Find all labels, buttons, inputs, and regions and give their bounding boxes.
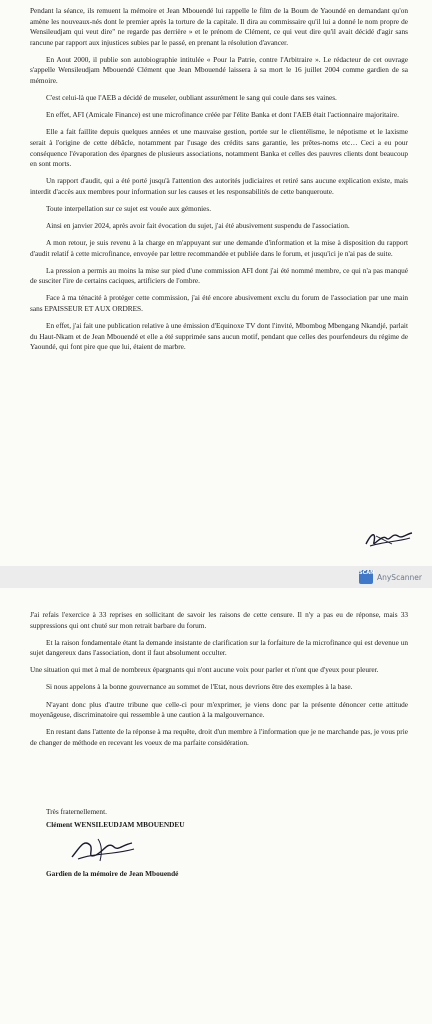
paragraph: J'ai refais l'exercice à 33 reprises en sollicitant de savoir les raisons de cette censure. Il n'y a pas eu de réponse, mais 33 suppressions qui ont chuté sur mon retrait barbare du forum. xyxy=(30,610,408,630)
signatory-role: Gardien de la mémoire de Jean Mbouendé xyxy=(46,868,179,878)
paragraph: En effet, AFI (Amicale Finance) est une microfinance créée par l'élite Banka et dont l'AEB était l'actionnaire majoritaire. xyxy=(46,110,399,120)
paragraph: Elle a fait faillite depuis quelques années et une mauvaise gestion, portée sur le clientélisme, le népotisme et le laxisme serait à l'origine de cette débâcle, notamment par l'usage des crédits sans garantie, les prêtes-noms etc… Ceci a eu pour conséquence l'évaporation des épargnes de plusieurs associations, notamment Banka et celles des pauvres clients dont beaucoup en sont morts. xyxy=(30,127,408,169)
paragraph: La pression a permis au moins la mise sur pied d'une commission AFI dont j'ai été nommé membre, ce qui n'a pas manqué de susciter l'ire de certains caciques, artificiers de l'ombre. xyxy=(30,265,408,286)
scanned-page-2 xyxy=(0,588,432,1024)
signatory-name: Clément WENSILEUDJAM MBOUENDEU xyxy=(46,819,185,829)
paragraph: Face à ma ténacité à protéger cette commission, j'ai été encore abusivement exclu du forum de l'association par une main sans EPAISSEUR ET AUX ORDRES. xyxy=(30,293,408,314)
paragraph: Et la raison fondamentale étant la demande insistante de clarification sur la forfaiture de la microfinance qui est devenue un sujet dangereux dans l'association, dont il faut absolument occulter. xyxy=(30,637,408,658)
handwritten-signature-icon xyxy=(362,524,414,552)
paragraph: Pendant la séance, ils remuent la mémoire et Jean Mbouendé lui rappelle le film de la Boum de Yaoundé en demandant qu'on amène les nouveaux-nés dont le premier après la torture de la capitale. Il dira au commissaire qu'il lui a donné le nom propre de Wensileudjam qui veut dire" ne regarde pas derrière » et le prénom de Clément, ce qui veut dire qu'il avait décidé d'agir sans rancune par rapport aux injustices subies par le passé, en prenant la résolution d'avancer. xyxy=(30,6,408,47)
scanner-watermark xyxy=(359,568,422,586)
paragraph: Un rapport d'audit, qui a été porté jusqu'à l'attention des autorités judiciaires et retiré sans aucune explication existe, mais interdit d'accès aux membres pour information sur les causes et les responsabilités de cette banqueroute. xyxy=(30,176,408,196)
handwritten-signature-icon xyxy=(68,833,138,865)
scanner-logo-icon: SCAN xyxy=(359,570,373,584)
paragraph: N'ayant donc plus d'autre tribune que celle-ci pour m'exprimer, je viens donc par la présente dénoncer cette attitude moyenâgeuse, discriminatoire qui ressemble à une caution à la malgouvernance. xyxy=(30,699,408,720)
paragraph: Ainsi en janvier 2024, après avoir fait évocation du sujet, j'ai été abusivement suspendu de l'association. xyxy=(46,221,350,230)
closing-line: Très fraternellement. xyxy=(46,806,107,816)
paragraph: A mon retour, je suis revenu à la charge en m'appuyant sur une demande d'information et la mise à disposition du rapport d'audit relatif à cette microfinance, envoyée par lettre recommandée et publiée dans le forum, et jusqu'ici je n'ai pas de suite. xyxy=(30,238,408,258)
paragraph: Toute interpellation sur ce sujet est vouée aux gémonies. xyxy=(46,203,212,213)
page-gap xyxy=(0,566,432,588)
paragraph: C'est celui-là que l'AEB a décidé de museler, oubliant assurément le sang qui coule dans ses vaines. xyxy=(46,93,337,103)
paragraph: Une situation qui met à mal de nombreux épargnants qui n'ont aucune voix pour parler et n'ont que d'yeux pour pleurer. xyxy=(30,665,379,675)
paragraph: En restant dans l'attente de la réponse à ma requête, droit d'un membre à l'information que je ne marchande pas, je vous prie de changer de méthode en recevant les voeux de ma parfaite considération. xyxy=(30,727,408,747)
scanner-app-name: AnyScanner xyxy=(376,572,422,582)
paragraph: En Aout 2000, il publie son autobiographie intitulée « Pour la Patrie, contre l'Arbitraire ». Le rédacteur de cet ouvrage s'appelle Wensileudjam Mbouendé Clément que Jean Mbouendé laissera à sa mort le 16 juillet 2004 comme gardien de sa mémoire. xyxy=(30,54,408,86)
paragraph: Si nous appelons à la bonne gouvernance au sommet de l'Etat, nous devrions être des exemples à la base. xyxy=(46,682,353,692)
paragraph: En effet, j'ai fait une publication relative à une émission d'Equinoxe TV dont l'invité, Mbombog Mbengang Nkandjé, parlait du Haut-Nkam et de Jean Mbouendé et elle a été supprimée sans aucun motif, pendant que celles des pourfendeurs du régime de Yaoundé, qui font pire que que lui, étaient de marbre. xyxy=(30,321,408,352)
